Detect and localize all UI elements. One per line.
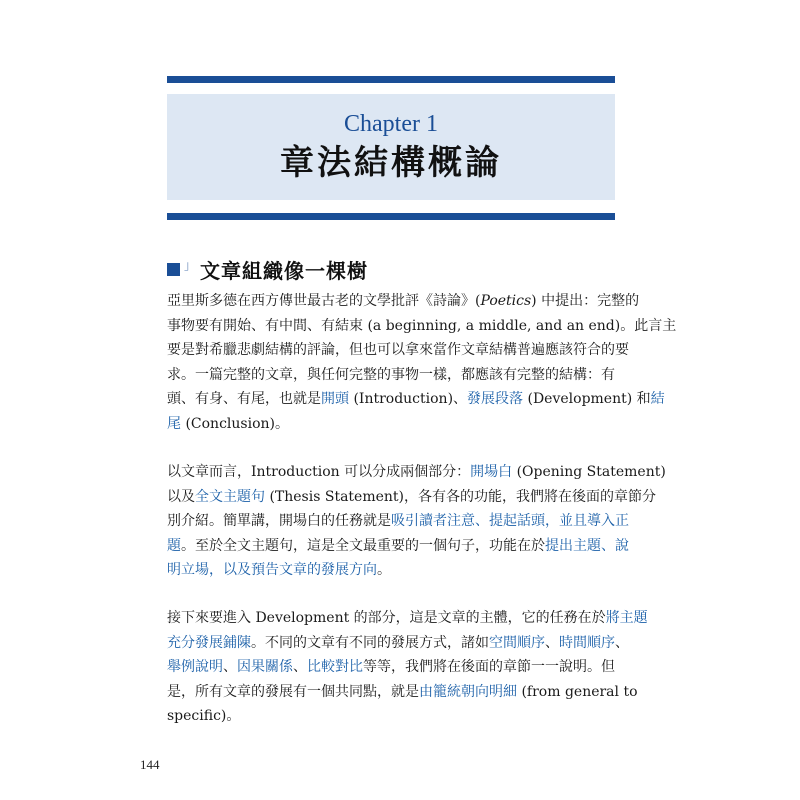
highlighted-phrase: 比較對比 — [307, 659, 363, 675]
highlighted-phrase: 開頭 — [321, 391, 349, 407]
highlighted-phrase: 時間順序 — [559, 634, 615, 651]
highlighted-phrase: 將主題 — [605, 610, 648, 626]
paragraph-1 — [167, 289, 677, 436]
chapter-title: 章法結構概論 — [280, 143, 502, 183]
text-line: 舉例說明、因果關係、比較對比等等，我們將在後面的章節一一說明。但 — [167, 659, 615, 675]
highlighted-phrase: 題 — [167, 537, 181, 554]
italic-title: Poetics — [480, 293, 532, 309]
highlighted-phrase: 提出主題、說 — [545, 537, 629, 554]
highlighted-phrase: 吸引讀者注意、提起話頭，並且導入正 — [391, 513, 629, 529]
highlighted-phrase: 全文主題句 — [195, 488, 265, 505]
highlighted-phrase: 結 — [650, 391, 665, 407]
text-line: 亞里斯多德在西方傳世最古老的文學批評《詩論》(Poetics) 中提出：完整的 — [167, 293, 640, 309]
highlighted-phrase: 由籠統朝向明細 — [419, 683, 517, 700]
chapter-label: Chapter 1 — [344, 111, 438, 137]
text-line: 事物要有開始、有中間、有結束 (a beginning, a middle, and an end)。此言主 — [167, 317, 677, 334]
paragraph-3 — [167, 606, 648, 729]
highlighted-phrase: 開場白 — [470, 464, 513, 480]
text-line: 求。一篇完整的文章，與任何完整的事物一樣，都應該有完整的結構：有 — [167, 366, 615, 383]
text-line: 頭、有身、有尾，也就是開頭 (Introduction)、發展段落 (Development) 和結 — [167, 391, 665, 407]
text-line: 以文章而言，Introduction 可以分成兩個部分：開場白 (Opening Statement) — [167, 464, 666, 480]
text-line: 題。至於全文主題句，這是全文最重要的一個句子，功能在於提出主題、說 — [167, 537, 629, 554]
page-number: 144 — [140, 757, 160, 772]
text-line: 充分發展鋪陳。不同的文章有不同的發展方式，諸如空間順序、時間順序、 — [167, 634, 629, 651]
text-line: 是，所有文章的發展有一個共同點，就是由籠統朝向明細 (from general to — [167, 683, 638, 700]
text-line: specific)。 — [167, 708, 241, 724]
highlighted-phrase: 舉例說明 — [167, 659, 223, 675]
chapter-header — [167, 94, 615, 200]
square-bullet-icon — [167, 263, 180, 276]
highlighted-phrase: 發展段落 — [467, 391, 524, 407]
highlighted-phrase: 空間順序 — [489, 634, 545, 651]
header-rule-bottom — [167, 213, 615, 220]
text-line: 接下來要進入 Development 的部分，這是文章的主體，它的任務在於將主題 — [167, 610, 648, 626]
text-line: 要是對希臘悲劇結構的評論，但也可以拿來當作文章結構普遍應該符合的要 — [167, 342, 629, 358]
highlighted-phrase: 明立場，以及預告文章的發展方向 — [167, 562, 377, 578]
text-line: 尾 (Conclusion)。 — [167, 415, 289, 432]
highlighted-phrase: 充分發展鋪陳 — [167, 634, 251, 651]
text-line: 別介紹。簡單講，開場白的任務就是吸引讀者注意、提起話頭，並且導入正 — [167, 513, 629, 529]
section-title: 文章組織像一棵樹 — [200, 258, 369, 283]
highlighted-phrase: 因果關係 — [237, 659, 293, 675]
text-line: 明立場，以及預告文章的發展方向。 — [167, 562, 391, 578]
section-heading — [167, 257, 368, 281]
text-line: 以及全文主題句 (Thesis Statement)，各有各的功能，我們將在後面的章節分 — [167, 488, 656, 505]
highlighted-phrase: 尾 — [167, 415, 181, 432]
header-rule-top — [167, 76, 615, 83]
bracket-icon: 」 — [184, 257, 197, 272]
paragraph-2 — [167, 460, 666, 583]
